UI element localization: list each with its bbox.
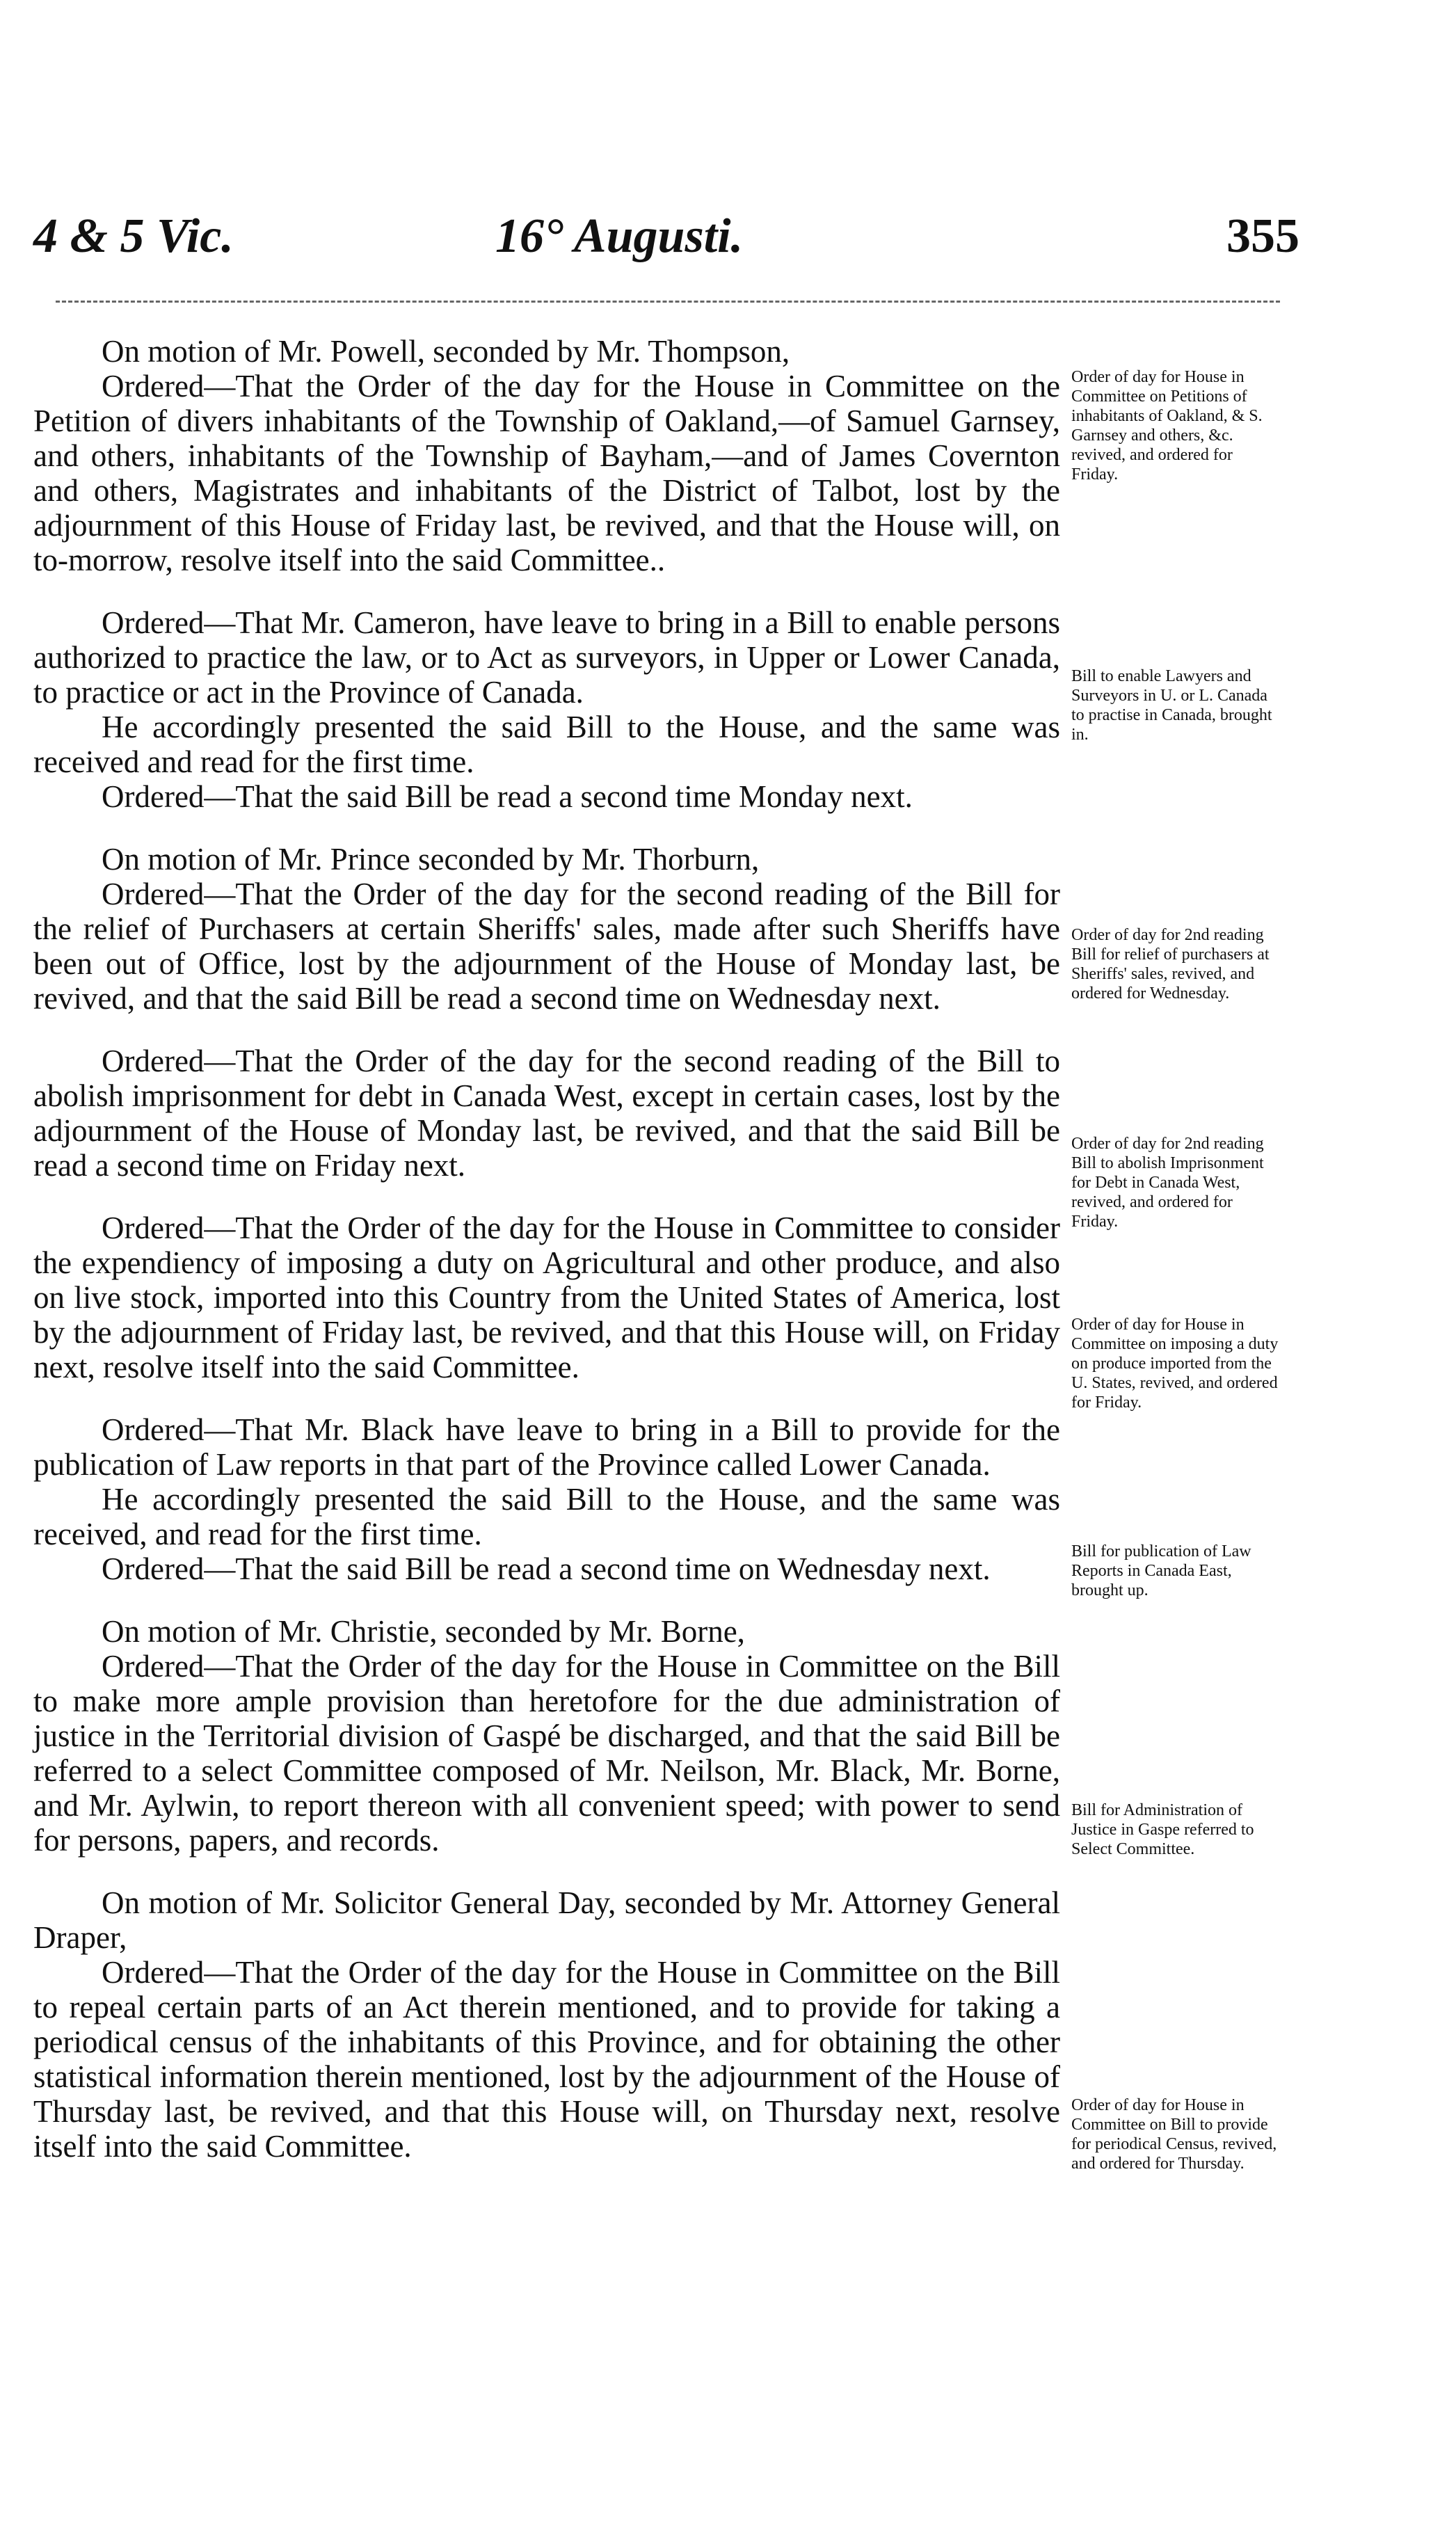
entry-paragraph: Ordered—That the Order of the day for the House in Committee on the Petition of divers inhabitants of the Township of Oakland,—of Samuel Garnsey, and others, inhabitants of the Township of Bayham,—and of James Covernton and others, Magistrates and inhabitants of the District of Talbot, lost by the adjournment of this House of Friday last, be revived, and that the House will, on to-morrow, resolve itself into the said Committee.. [33, 369, 1060, 577]
entry-paragraph: Ordered—That the Order of the day for the second reading of the Bill for the relief of Purchasers at certain Sheriffs' sales, made after such Sheriffs have been out of Office, lost by the adjournment of the House of Monday last, be revived, and that the said Bill be read a second time on Wednesday next. [33, 877, 1060, 1016]
entry-paragraph: On motion of Mr. Powell, seconded by Mr. Thompson, [102, 334, 790, 369]
entry-paragraph: Ordered—That Mr. Black have leave to bring in a Bill to provide for the publication of Law reports in that part of the Province called Lower Canada. [33, 1412, 1060, 1482]
journal-entry [33, 1044, 1060, 1183]
entry-paragraph: On motion of Mr. Solicitor General Day, seconded by Mr. Attorney General Draper, [33, 1885, 1060, 1955]
entry-paragraph: Ordered—That Mr. Cameron, have leave to bring in a Bill to enable persons authorized to practice the law, or to Act as surveyors, in Upper or Lower Canada, to practice or act in the Province of Canada. [33, 605, 1060, 710]
journal-entry [33, 1614, 1060, 1858]
session-label: 4 & 5 Vic. [33, 209, 234, 263]
journal-entry [33, 842, 1060, 1016]
entry-paragraph: Ordered—That the said Bill be read a second time on Wednesday next. [102, 1551, 991, 1586]
journal-entry [33, 1211, 1060, 1384]
journal-entry [33, 1412, 1060, 1586]
entry-paragraph: Ordered—That the Order of the day for the House in Committee on the Bill to repeal certain parts of an Act therein mentioned, and to provide for taking a periodical census of the inhabitants of this Province, and for obtaining the other statistical information therein mentioned, lost by the adjournment of the House of Thursday last, be revived, and that this House will, on Thursday next, resolve itself into the said Committee. [33, 1955, 1060, 2164]
page-number: 355 [1226, 209, 1299, 263]
entry-paragraph: On motion of Mr. Christie, seconded by Mr. Borne, [102, 1614, 745, 1649]
entry-paragraph: Ordered—That the said Bill be read a second time Monday next. [102, 779, 913, 814]
entry-paragraph: On motion of Mr. Prince seconded by Mr. Thorburn, [102, 842, 760, 877]
margin-note: Order of day for 2nd reading Bill for relief of purchasers at Sheriffs' sales, revived, and ordered for Wednesday. [1071, 926, 1270, 1003]
entry-paragraph: He accordingly presented the said Bill to the House, and the same was received and read for the first time. [33, 710, 1060, 779]
margin-note: Order of day for House in Committee on imposing a duty on produce imported from the U. States, revived, and ordered for Friday. [1071, 1316, 1279, 1412]
entry-paragraph: Ordered—That the Order of the day for the House in Committee on the Bill to make more ample provision than heretofore for the due administration of justice in the Territorial division of Gaspé be discharged, and that the said Bill be referred to a select Committee composed of Mr. Neilson, Mr. Black, Mr. Borne, and Mr. Aylwin, to report thereon with all convenient speed; with power to send for persons, papers, and records. [33, 1649, 1060, 1858]
running-header [33, 198, 1299, 275]
margin-note: Order of day for 2nd reading Bill to abolish Imprisonment for Debt in Canada West, revived, and ordered for Friday. [1071, 1135, 1264, 1231]
entry-paragraph: Ordered—That the Order of the day for the second reading of the Bill to abolish imprisonment for debt in Canada West, except in certain cases, lost by the adjournment of the House of Monday last, be revived, and that the said Bill be read a second time on Friday next. [33, 1044, 1060, 1183]
margin-note: Order of day for House in Committee on Bill to provide for periodical Census, revived, and ordered for Thursday. [1071, 2096, 1277, 2173]
journal-body [33, 334, 1060, 2191]
journal-entry [33, 605, 1060, 814]
margin-note: Order of day for House in Committee on Petitions of inhabitants of Oakland, & S. Garnsey and others, &c. revived, and ordered for Friday. [1071, 368, 1263, 484]
journal-entry [33, 334, 1060, 577]
entry-paragraph: He accordingly presented the said Bill to the House, and the same was received, and read for the first time. [33, 1482, 1060, 1551]
margin-note: Bill to enable Lawyers and Surveyors in U. or L. Canada to practise in Canada, brought in. [1071, 667, 1272, 744]
margin-note: Bill for publication of Law Reports in Canada East, brought up. [1071, 1542, 1251, 1599]
entry-paragraph: Ordered—That the Order of the day for the House in Committee to consider the expendiency of imposing a duty on Agricultural and other produce, and also on live stock, imported into this Country from the United States of America, lost by the adjournment of Friday last, be revived, and that this House will, on Friday next, resolve itself into the said Committee. [33, 1211, 1060, 1384]
date-label: 16° Augusti. [495, 209, 744, 263]
margin-note: Bill for Administration of Justice in Gaspe referred to Select Committee. [1071, 1801, 1254, 1858]
header-rule [56, 301, 1280, 303]
journal-entry [33, 1885, 1060, 2164]
